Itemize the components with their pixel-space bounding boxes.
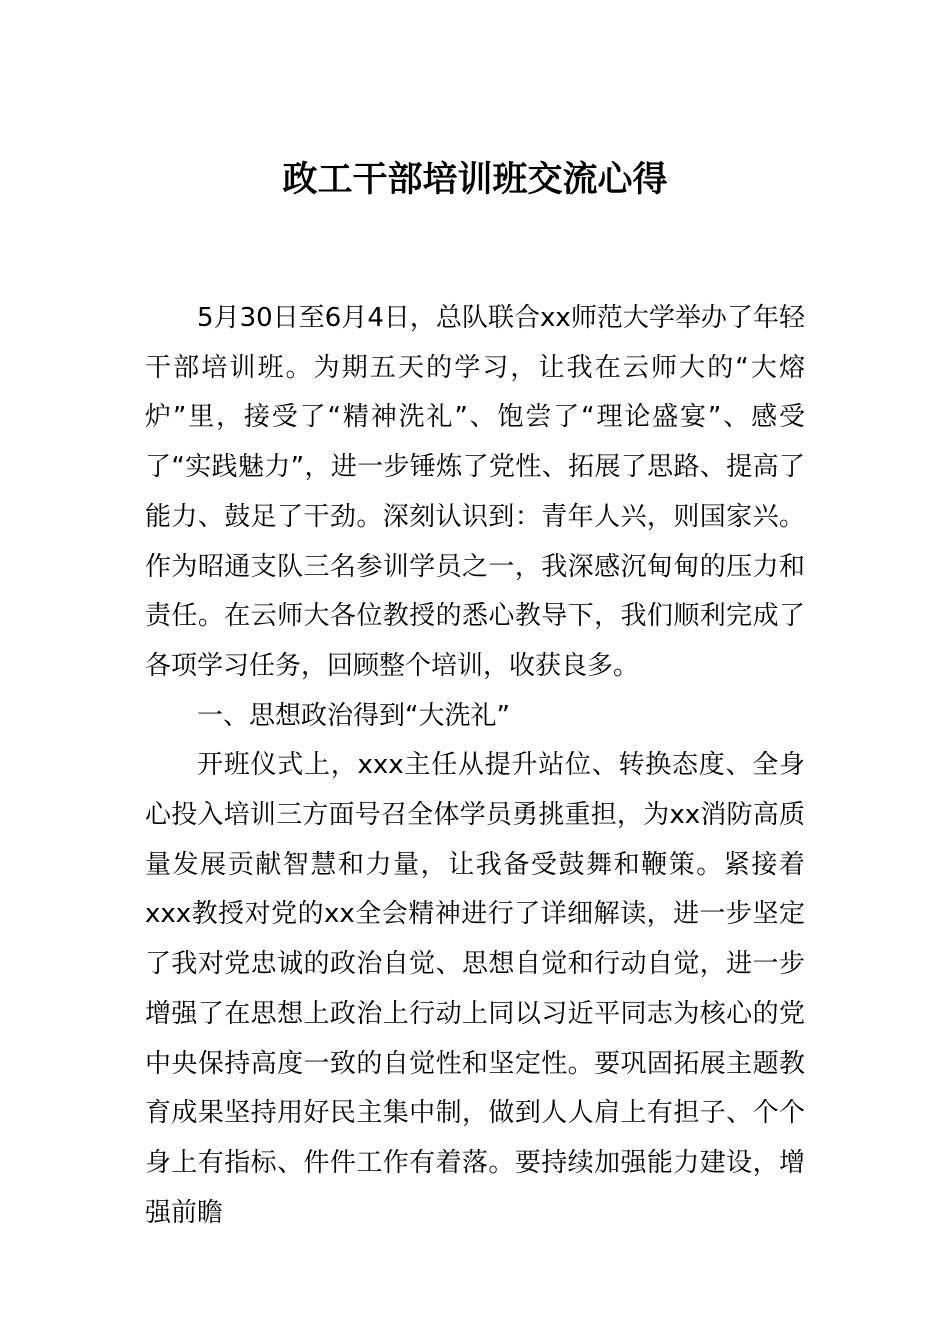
section-paragraph: 开班仪式上，xxx主任从提升站位、转换态度、全身心投入培训三方面号召全体学员勇挑重担，为xx消防高质量发展贡献智慧和力量，让我备受鼓舞和鞭策。紧接着xxx教授对党的xx全会精神进行了详细解读，进一步坚定了我对党忠诚的政治自觉、思想自觉和行动自觉，进一步增强了在思想上政治上行动上同以习近平同志为核心的党中央保持高度一致的自觉性和坚定性。要巩固拓展主题教育成果坚持用好民主集中制，做到人人肩上有担子、个个身上有指标、件件工作有着落。要持续加强能力建设，增强前瞻 [145,750,805,1228]
intro-paragraph: 5月30日至6月4日，总队联合xx师范大学举办了年轻干部培训班。为期五天的学习，让我在云师大的“大熔炉”里，接受了“精神洗礼”、饱尝了“理论盛宴”、感受了“实践魅力”，进一步锤炼了党性、拓展了思路、提高了能力、鼓足了干劲。深刻认识到：青年人兴，则国家兴。作为昭通支队三名参训学员之一，我深感沉甸甸的压力和责任。在云师大各位教授的悉心教导下，我们顺利完成了各项学习任务，回顾整个培训，收获良多。 [145,303,805,681]
section-heading: 一、思想政治得到“大洗礼” [197,700,510,731]
document-title: 政工干部培训班交流心得 [282,160,668,200]
document-body [145,294,805,1238]
